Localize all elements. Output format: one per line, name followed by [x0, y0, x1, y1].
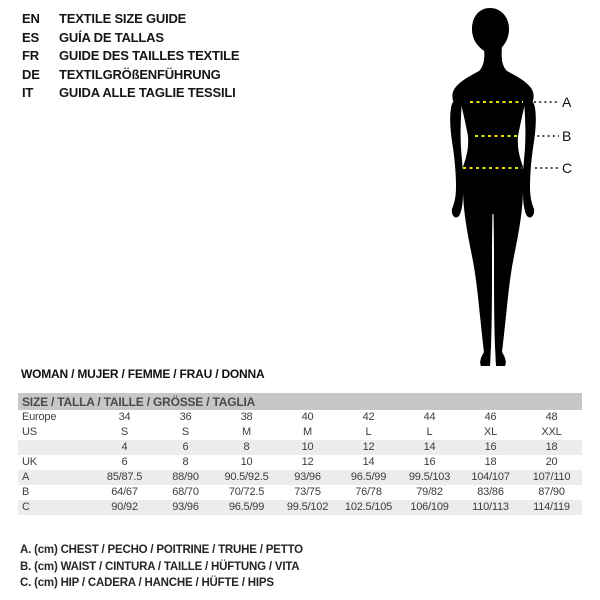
row-label	[18, 440, 94, 455]
size-cell: XL	[483, 426, 498, 438]
size-cell: XXL	[541, 426, 562, 438]
table-row	[18, 440, 582, 455]
size-cell: 34	[118, 411, 131, 423]
language-label: GUÍA DE TALLAS	[59, 29, 164, 45]
measurement-figure	[412, 4, 582, 374]
language-label: TEXTILGRÖßENFÜHRUNG	[59, 66, 221, 82]
measure-label-b: B	[562, 128, 572, 144]
size-cell: 85/87.5	[94, 470, 155, 485]
size-cell: M	[242, 426, 251, 438]
size-cell: 8	[182, 456, 189, 468]
size-cell: 68/70	[172, 486, 199, 498]
size-cell: 48	[545, 411, 558, 423]
size-cell: 18	[521, 440, 582, 455]
size-cell: 90/92	[94, 500, 155, 515]
language-label: GUIDA ALLE TAGLIE TESSILI	[59, 85, 236, 100]
size-cell: 93/96	[155, 500, 216, 515]
size-cell: 79/82	[416, 486, 443, 498]
size-cell: 14	[399, 440, 460, 455]
size-cell: 12	[338, 440, 399, 455]
language-row	[22, 10, 342, 29]
language-code: DE	[22, 66, 40, 82]
table-row	[18, 470, 582, 485]
size-cell: 12	[301, 456, 314, 468]
size-cell: 106/109	[399, 500, 460, 515]
size-cell: 110/113	[460, 500, 521, 515]
language-row	[22, 29, 342, 48]
language-code: EN	[22, 11, 40, 26]
size-cell: 6	[155, 440, 216, 455]
size-table	[18, 393, 582, 515]
size-cell: 10	[277, 440, 338, 455]
size-cell: 44	[423, 411, 436, 423]
size-cell: 18	[484, 456, 497, 468]
legend	[20, 542, 303, 592]
size-cell: 73/75	[294, 486, 321, 498]
language-label: TEXTILE SIZE GUIDE	[59, 11, 187, 26]
size-cell: 76/78	[355, 486, 382, 498]
table-header-row	[18, 393, 582, 410]
size-cell: 38	[240, 411, 253, 423]
torso-shape	[452, 46, 533, 214]
table-row	[18, 410, 582, 425]
row-label: B	[22, 486, 30, 498]
language-code: IT	[22, 85, 34, 100]
row-label: UK	[22, 456, 37, 468]
language-code: ES	[22, 29, 39, 45]
size-cell: 42	[362, 411, 375, 423]
measure-label-a: A	[562, 94, 572, 110]
table-row	[18, 425, 582, 440]
size-cell: 99.5/102	[277, 500, 338, 515]
size-cell: 20	[545, 456, 558, 468]
row-label: Europe	[22, 411, 57, 423]
table-row	[18, 500, 582, 515]
woman-silhouette	[412, 4, 582, 374]
legend-line: B. (cm) WAIST / CINTURA / TAILLE / HÜFTUNG / VITA	[20, 560, 300, 573]
measure-label-c: C	[562, 160, 573, 176]
size-cell: 90.5/92.5	[216, 470, 277, 485]
size-cell: 16	[423, 456, 436, 468]
size-cell: 64/67	[111, 486, 138, 498]
size-cell: 4	[94, 440, 155, 455]
size-cell: 70/72.5	[228, 486, 265, 498]
size-cell: 87/90	[538, 486, 565, 498]
size-cell: 6	[121, 456, 128, 468]
size-cell: 83/86	[477, 486, 504, 498]
size-cell: 96.5/99	[216, 500, 277, 515]
size-cell: 10	[240, 456, 253, 468]
right-leg-shape	[493, 189, 523, 366]
size-cell: 102.5/105	[338, 500, 399, 515]
size-cell: 8	[216, 440, 277, 455]
size-cell: L	[365, 426, 372, 438]
size-cell: 93/96	[277, 470, 338, 485]
legend-line: A. (cm) CHEST / PECHO / POITRINE / TRUHE / PETTO	[20, 544, 303, 556]
row-label: US	[22, 426, 37, 438]
language-row	[22, 84, 342, 103]
size-cell: 96.5/99	[338, 470, 399, 485]
size-cell: S	[181, 426, 190, 438]
language-list	[22, 10, 342, 103]
table-row	[18, 455, 582, 470]
language-label: GUIDE DES TAILLES TEXTILE	[59, 48, 240, 63]
size-cell: M	[303, 426, 312, 438]
row-label: A	[18, 470, 94, 485]
size-cell: 16	[460, 440, 521, 455]
table-row	[18, 485, 582, 500]
row-label: C	[18, 500, 94, 515]
table-header: SIZE / TALLA / TAILLE / GRÖSSE / TAGLIA	[18, 393, 582, 410]
legend-line: C. (cm) HIP / CADERA / HANCHE / HÜFTE / HIPS	[20, 577, 274, 589]
language-row	[22, 66, 342, 85]
left-leg-shape	[463, 189, 493, 366]
section-title: WOMAN / MUJER / FEMME / FRAU / DONNA	[21, 367, 265, 381]
right-arm-shape	[523, 98, 536, 217]
language-code: FR	[22, 48, 39, 63]
size-cell: 46	[484, 411, 497, 423]
size-cell: L	[426, 426, 433, 438]
language-row	[22, 47, 342, 66]
size-cell: 14	[362, 456, 375, 468]
size-cell: S	[120, 426, 129, 438]
left-arm-shape	[450, 98, 463, 217]
size-cell: 114/119	[521, 500, 582, 515]
size-cell: 99.5/103	[399, 470, 460, 485]
size-cell: 104/107	[460, 470, 521, 485]
size-cell: 36	[179, 411, 192, 423]
size-cell: 107/110	[521, 470, 582, 485]
size-cell: 40	[301, 411, 314, 423]
size-cell: 88/90	[155, 470, 216, 485]
